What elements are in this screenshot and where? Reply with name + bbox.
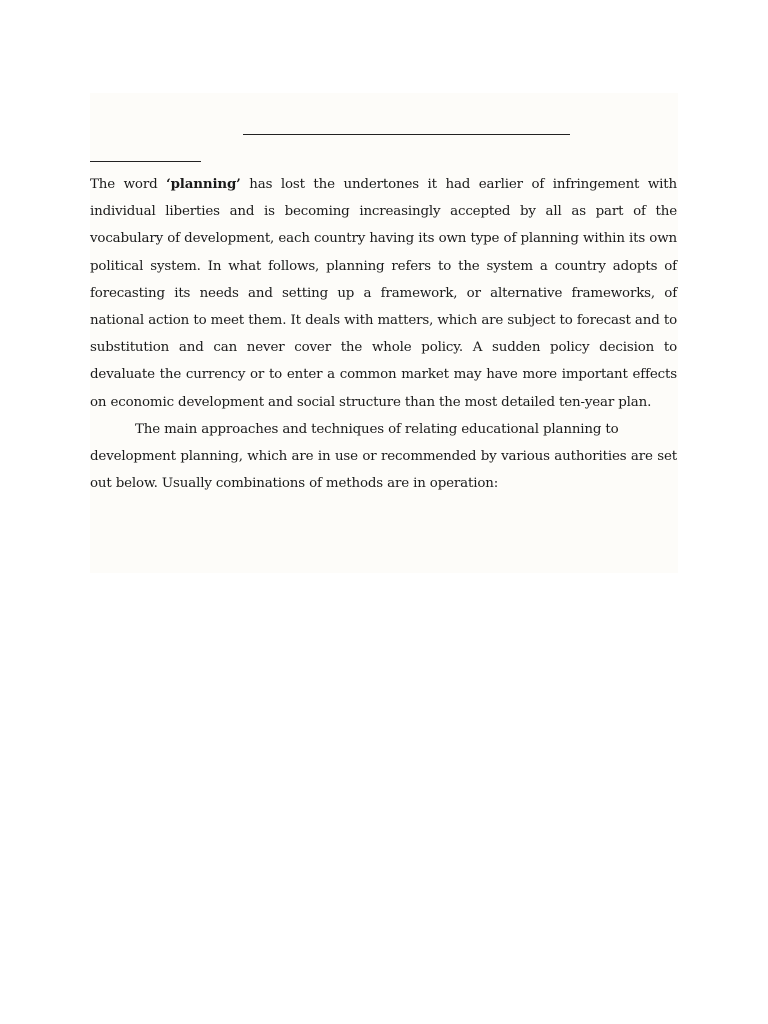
- paragraph-1: [90, 171, 677, 416]
- title-underline: [243, 134, 570, 135]
- planning-term: ‘planning’: [166, 176, 241, 192]
- paragraph-1-lead: The word: [90, 177, 167, 192]
- paragraph-2-first-line: The main approaches and techniques of relating educational planning to: [135, 421, 619, 437]
- paragraph-2-rest: development planning, which are in use or recommended by various authorities are set out below. Usually combinations of methods are in operation:: [90, 449, 677, 492]
- subheading-underline: [90, 161, 201, 162]
- document-body: [90, 171, 677, 497]
- paragraph-1-rest: has lost the undertones it had earlier of infringement with individual liberties and is becoming increasingly accepted by all as part of the vocabulary of development, each country having its own type of planning within its own political system. In what follows, planning refers to the system a country adopts of forecasting its needs and setting up a framework, or alternative frameworks, of national action to meet them. It deals with matters, which are subject to forecast and to substitution and can never cover the whole policy. A sudden policy decision to devaluate the currency or to enter a common market may have more important effects on economic development and social structure than the most detailed ten-year plan.: [90, 177, 678, 410]
